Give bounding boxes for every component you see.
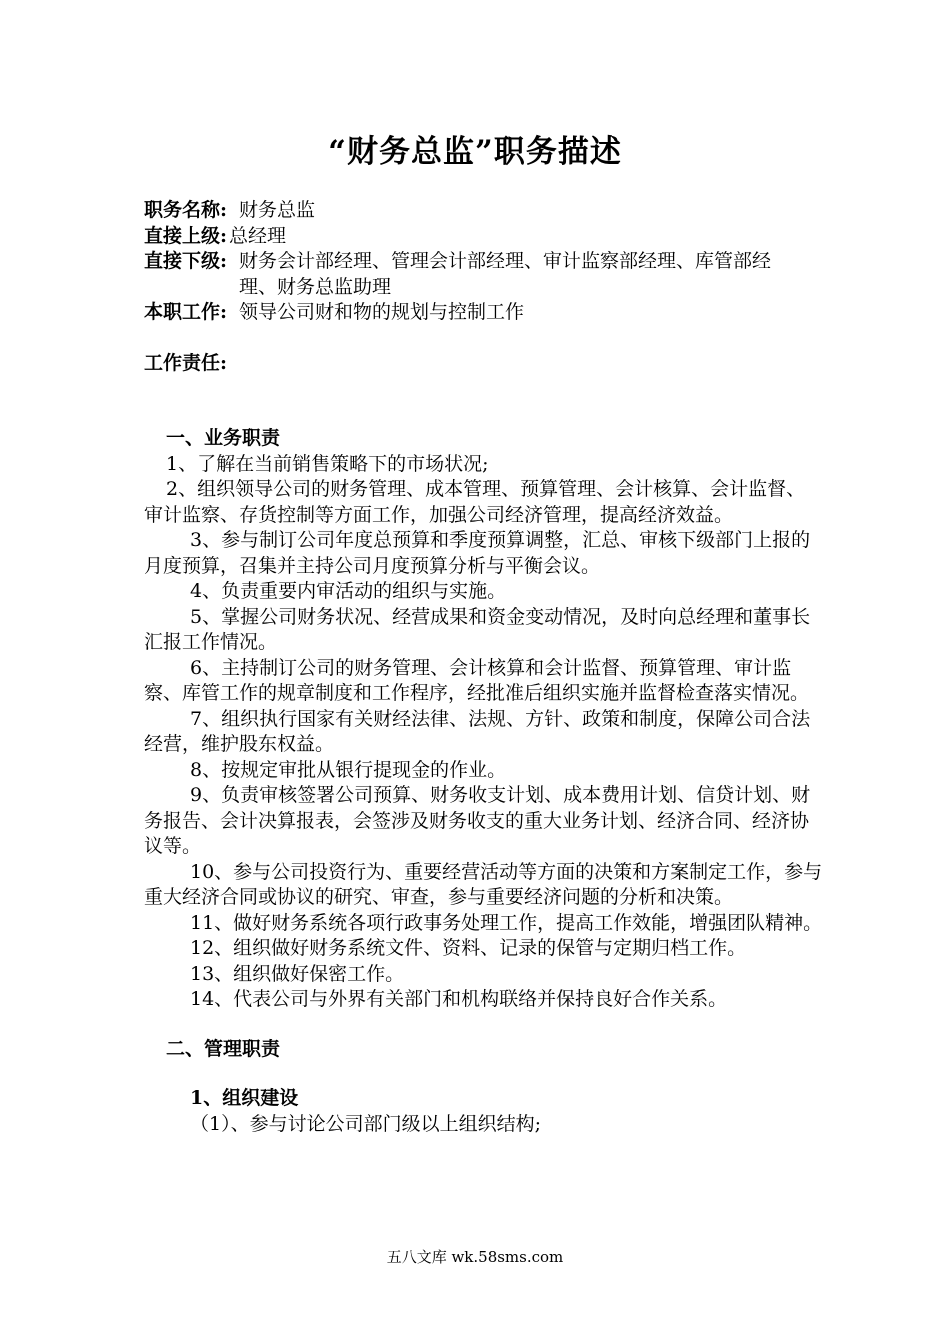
info-row-superior [144, 224, 824, 250]
page-title: “财务总监”职务描述 [328, 134, 622, 170]
list-item: 9、负责审核签署公司预算、财务收支计划、成本费用计划、信贷计划、财务报告、会计决算报表，会签涉及财务收支的重大业务计划、经济合同、经济协议等。 [144, 784, 811, 857]
subordinate-label: 直接下级: [144, 250, 228, 272]
info-row-position [144, 198, 824, 224]
section-management-heading: 二、管理职责 [166, 1037, 281, 1060]
list-item: 3、参与制订公司年度总预算和季度预算调整，汇总、审核下级部门上报的月度预算，召集并主持公司月度预算分析与平衡会议。 [144, 529, 811, 577]
info-row-subordinate [144, 249, 824, 300]
list-item: 7、组织执行国家有关财经法律、法规、方针、政策和制度，保障公司合法经营，维护股东权益。 [144, 707, 811, 755]
list-item: 5、掌握公司财务状况、经营成果和资金变动情况，及时向总经理和董事长汇报工作情况。 [144, 605, 811, 653]
responsibilities-heading: 工作责任: [144, 351, 228, 374]
subsection-organization-heading: 1、组织建设 [190, 1087, 299, 1109]
superior-value: 总经理 [229, 224, 287, 247]
duty-label: 本职工作: [144, 301, 228, 323]
list-item: 10、参与公司投资行为、重要经营活动等方面的决策和方案制定工作，参与重大经济合同或协议的研究、审查，参与重要经济问题的分析和决策。 [144, 860, 823, 908]
list-item: 4、负责重要内审活动的组织与实施。 [190, 580, 507, 602]
superior-label: 直接上级: [144, 224, 228, 247]
subordinate-value: 财务会计部经理、管理会计部经理、审计监察部经理、库管部经理、财务总监助理 [239, 250, 772, 298]
document-body [144, 198, 824, 1137]
list-item: 14、代表公司与外界有关部门和机构联络并保持良好合作关系。 [190, 988, 728, 1010]
list-item: 2、组织领导公司的财务管理、成本管理、预算管理、会计核算、会计监督、审计监察、存货控制等方面工作，加强公司经济管理，提高经济效益。 [144, 478, 806, 526]
list-item: 13、组织做好保密工作。 [190, 962, 405, 985]
list-item: 1、了解在当前销售策略下的市场状况; [166, 452, 489, 475]
position-value: 财务总监 [239, 199, 316, 221]
list-item: 6、主持制订公司的财务管理、会计核算和会计监督、预算管理、审计监察、库管工作的规章制度和工作程序，经批准后组织实施并监督检查落实情况。 [144, 656, 810, 704]
duty-value: 领导公司财和物的规划与控制工作 [239, 301, 525, 323]
position-label: 职务名称: [144, 199, 228, 221]
list-item: （1）、参与讨论公司部门级以上组织结构; [190, 1112, 541, 1135]
info-row-duty [144, 300, 824, 326]
list-item: 8、按规定审批从银行提现金的作业。 [190, 758, 507, 781]
list-item: 12、组织做好财务系统文件、资料、记录的保管与定期归档工作。 [190, 937, 747, 959]
footer-watermark: 五八文库 wk.58sms.com [386, 1248, 564, 1266]
section-business-heading: 一、业务职责 [166, 427, 281, 449]
list-item: 11、做好财务系统各项行政事务处理工作，提高工作效能，增强团队精神。 [190, 911, 823, 934]
